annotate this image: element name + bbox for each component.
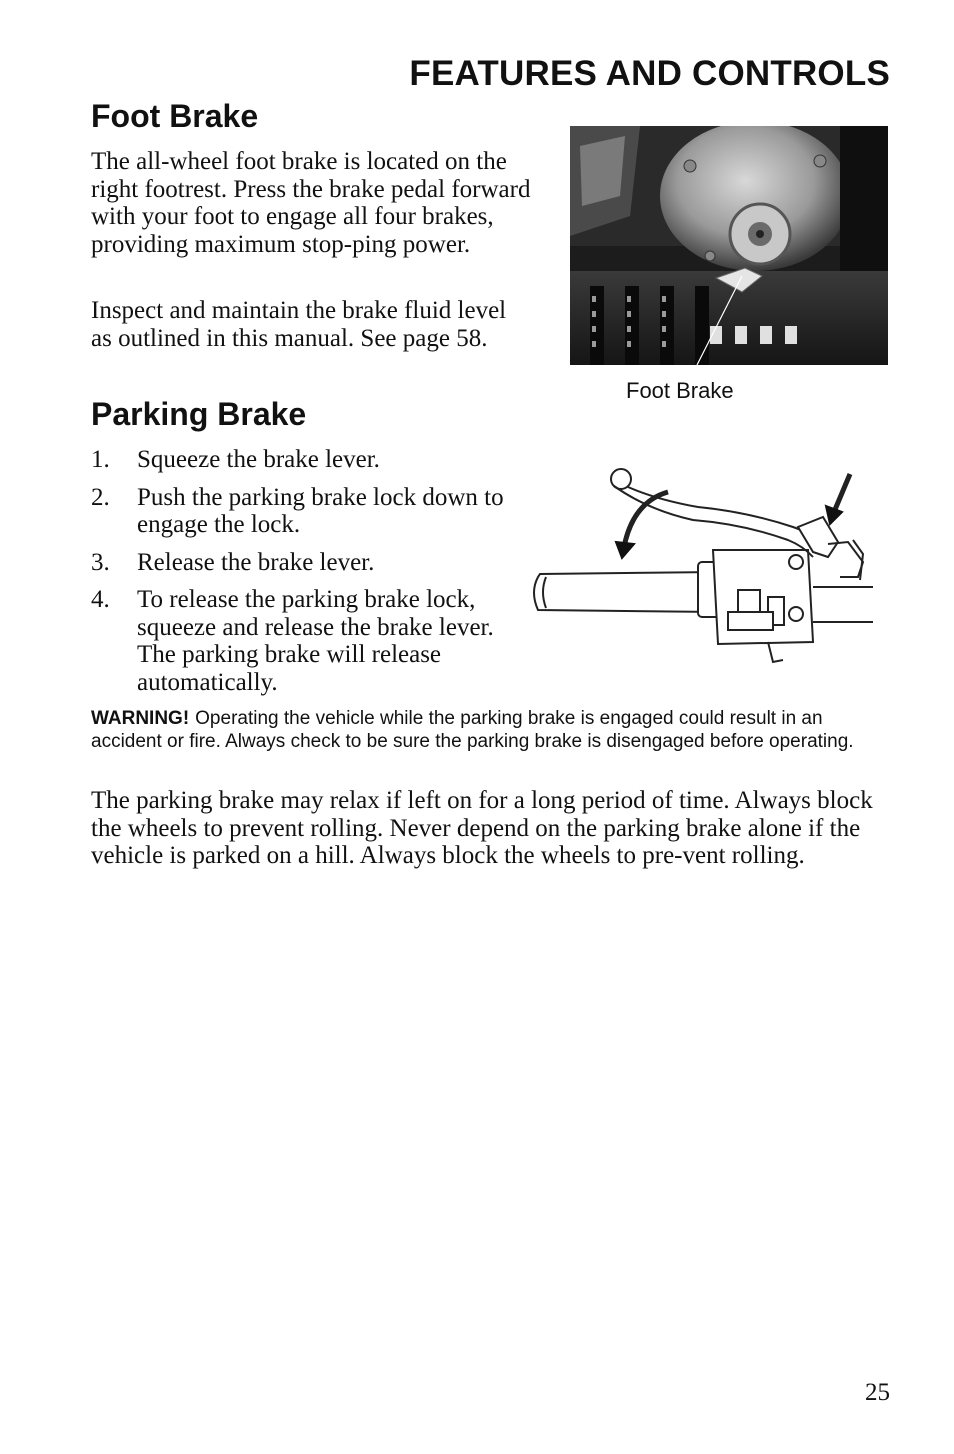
page-number: 25 bbox=[865, 1379, 890, 1406]
warning-label: WARNING! bbox=[91, 708, 190, 729]
step-text: Release the brake lever. bbox=[137, 548, 375, 576]
step-text: Squeeze the brake lever. bbox=[137, 446, 380, 473]
brake-lever-illustration bbox=[528, 462, 878, 672]
closing-paragraph: The parking brake may relax if left on for a long period of time. Always block the wheels to prevent rolling. Never depend on the parking brake alone if the vehicle is parked on a hill. Always block the wheels to pre-vent rolling. bbox=[91, 787, 873, 869]
section-header: FEATURES AND CONTROLS bbox=[409, 54, 890, 93]
parking-brake-steps bbox=[91, 446, 511, 706]
list-item bbox=[91, 446, 511, 474]
list-item bbox=[91, 586, 511, 696]
step-number: 1. bbox=[91, 446, 110, 473]
parking-brake-heading: Parking Brake bbox=[91, 396, 307, 432]
foot-brake-paragraph: The all-wheel foot brake is located on the right footrest. Press the brake pedal forward with your foot to engage all four brakes, providing maximum stop-ping power. bbox=[91, 148, 531, 258]
list-item bbox=[91, 549, 511, 577]
step-number: 2. bbox=[91, 483, 110, 511]
foot-brake-heading: Foot Brake bbox=[91, 98, 259, 134]
warning-text: Operating the vehicle while the parking brake is engaged could result in an accident or fire. Always check to be sure the parking brake is disengaged before operating. bbox=[91, 708, 854, 752]
foot-brake-photo bbox=[570, 126, 888, 365]
step-number: 3. bbox=[91, 548, 110, 576]
warning-note bbox=[91, 708, 871, 753]
brake-fluid-paragraph: Inspect and maintain the brake fluid level as outlined in this manual. See page 58. bbox=[91, 297, 507, 352]
step-number: 4. bbox=[91, 586, 110, 613]
step-text: To release the parking brake lock, squeeze and release the brake lever. The parking brake will release automatically. bbox=[137, 586, 494, 696]
list-item bbox=[91, 484, 511, 539]
photo-caption: Foot Brake bbox=[626, 378, 734, 403]
step-text: Push the parking brake lock down to engage the lock. bbox=[137, 483, 504, 538]
